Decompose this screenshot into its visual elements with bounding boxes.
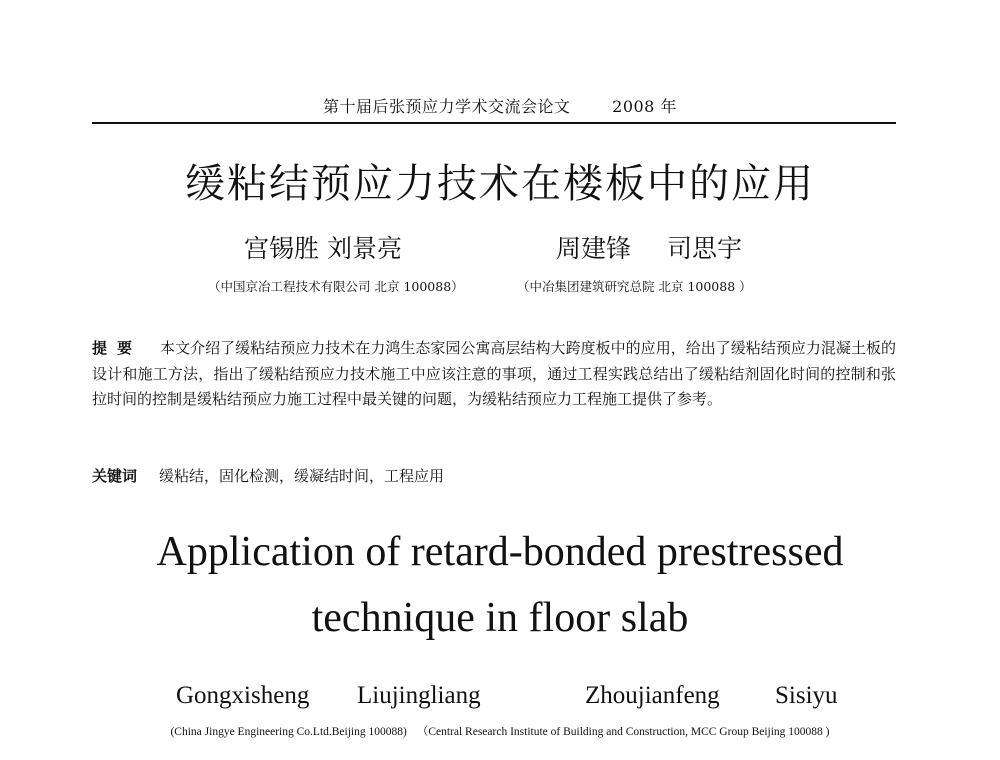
header-rule bbox=[92, 122, 896, 124]
english-affiliation-1: (China Jingye Engineering Co.Ltd.Beijing 100088) bbox=[170, 726, 407, 738]
english-author-3: Zhoujianfeng bbox=[585, 682, 720, 709]
chinese-author-4: 司思宇 bbox=[667, 234, 743, 263]
abstract-label: 提要 bbox=[92, 339, 143, 357]
chinese-affiliation-2: （中冶集团建筑研究总院 北京 100088 ） bbox=[517, 279, 752, 294]
conference-year: 2008 年 bbox=[612, 97, 677, 116]
conference-name: 第十届后张预应力学术交流会论文 bbox=[323, 97, 571, 116]
english-affiliations bbox=[0, 723, 1000, 739]
english-author-1: Gongxisheng bbox=[176, 682, 310, 709]
abstract-text: 本文介绍了缓粘结预应力技术在力鸿生态家园公寓高层结构大跨度板中的应用，给出了缓粘结预应力混凝土板的设计和施工方法，指出了缓粘结预应力技术施工中应该注意的事项，通过工程实践总结出了缓粘结剂固化时间的控制和张拉时间的控制是缓粘结预应力施工过程中最关键的问题，为缓粘结预应力工程施工提供了参考。 bbox=[92, 339, 896, 408]
chinese-keywords bbox=[92, 465, 896, 487]
chinese-affiliation-1: （中国京冶工程技术有限公司 北京 100088） bbox=[208, 279, 464, 294]
chinese-abstract bbox=[92, 336, 896, 413]
english-title-line-2: technique in floor slab bbox=[311, 595, 689, 641]
chinese-title: 缓粘结预应力技术在楼板中的应用 bbox=[185, 161, 815, 207]
english-title-line-1: Application of retard-bonded prestressed bbox=[156, 529, 844, 575]
chinese-authors-group1 bbox=[244, 232, 402, 266]
chinese-author-names: 宫锡胜 刘景亮 bbox=[244, 234, 402, 263]
running-header bbox=[0, 94, 1000, 117]
keywords-text: 缓粘结，固化检测，缓凝结时间，工程应用 bbox=[159, 467, 445, 485]
english-affiliation-2: （Central Research Institute of Building and Construction, MCC Group Beijing 100088 ) bbox=[416, 726, 830, 738]
english-author-2: Liujingliang bbox=[357, 682, 481, 709]
chinese-authors-group2 bbox=[556, 232, 742, 266]
chinese-author-3: 周建锋 bbox=[556, 234, 632, 263]
keywords-label: 关键词 bbox=[92, 467, 138, 485]
english-author-4: Sisiyu bbox=[775, 682, 838, 709]
